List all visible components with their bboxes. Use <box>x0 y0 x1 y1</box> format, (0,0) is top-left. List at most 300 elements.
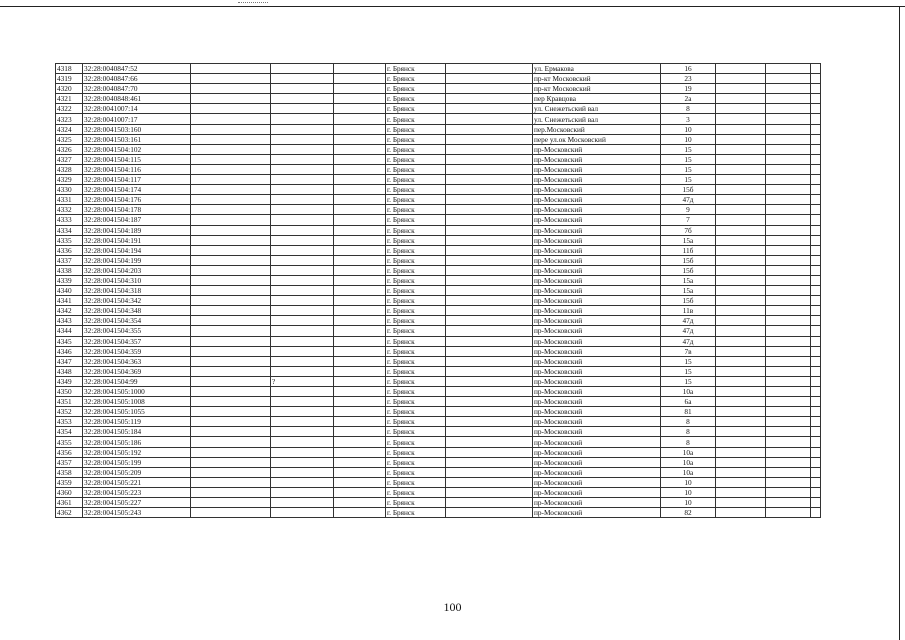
table-row <box>56 336 821 346</box>
cadastral-number: 32:28:0041504:318 <box>83 286 191 296</box>
house-number: 7в <box>661 346 716 356</box>
empty-cell <box>334 114 386 124</box>
street: пр-Московский <box>533 154 661 164</box>
table-row <box>56 477 821 487</box>
house-number: 10 <box>661 498 716 508</box>
empty-cell <box>271 286 334 296</box>
table-row <box>56 64 821 74</box>
row-number: 4326 <box>56 144 83 154</box>
empty-cell <box>811 447 821 457</box>
empty-cell <box>446 306 533 316</box>
empty-cell <box>271 306 334 316</box>
city: г. Брянск <box>386 356 446 366</box>
empty-cell <box>716 235 766 245</box>
cadastral-number: 32:28:0041504:359 <box>83 346 191 356</box>
empty-cell <box>766 376 811 386</box>
table-row <box>56 417 821 427</box>
empty-cell <box>191 175 271 185</box>
empty-cell <box>446 134 533 144</box>
empty-cell <box>811 437 821 447</box>
row-number: 4352 <box>56 407 83 417</box>
empty-cell <box>271 427 334 437</box>
empty-cell <box>334 296 386 306</box>
cadastral-number: 32:28:0041505:209 <box>83 467 191 477</box>
empty-cell <box>446 144 533 154</box>
row-number: 4346 <box>56 346 83 356</box>
cadastral-number: 32:28:0041504:189 <box>83 225 191 235</box>
empty-cell <box>334 235 386 245</box>
house-number: 3 <box>661 114 716 124</box>
street: пр-Московский <box>533 195 661 205</box>
empty-cell <box>766 215 811 225</box>
empty-cell <box>334 275 386 285</box>
empty-cell <box>716 467 766 477</box>
house-number: 15а <box>661 275 716 285</box>
row-number: 4333 <box>56 215 83 225</box>
street: пр-Московский <box>533 175 661 185</box>
empty-cell <box>271 356 334 366</box>
cadastral-number: 32:28:0041505:199 <box>83 457 191 467</box>
table-row <box>56 265 821 275</box>
row-number: 4323 <box>56 114 83 124</box>
empty-cell <box>191 296 271 306</box>
table-row <box>56 275 821 285</box>
empty-cell <box>446 104 533 114</box>
empty-cell <box>446 417 533 427</box>
cadastral-number: 32:28:0041504:194 <box>83 245 191 255</box>
empty-cell <box>271 245 334 255</box>
cadastral-number: 32:28:0041504:342 <box>83 296 191 306</box>
empty-cell <box>191 94 271 104</box>
row-number: 4335 <box>56 235 83 245</box>
table-row <box>56 185 821 195</box>
street: пр-Московский <box>533 366 661 376</box>
empty-cell <box>766 457 811 467</box>
empty-cell <box>811 477 821 487</box>
house-number: 15 <box>661 366 716 376</box>
empty-cell <box>334 306 386 316</box>
street: пр-Московский <box>533 356 661 366</box>
cadastral-number: 32:28:0041504:174 <box>83 185 191 195</box>
row-number: 4329 <box>56 175 83 185</box>
empty-cell <box>766 447 811 457</box>
empty-cell <box>271 407 334 417</box>
empty-cell <box>271 195 334 205</box>
house-number: 15 <box>661 164 716 174</box>
table-row <box>56 286 821 296</box>
empty-cell <box>446 437 533 447</box>
empty-cell <box>766 275 811 285</box>
street: пр-Московский <box>533 215 661 225</box>
empty-cell <box>811 306 821 316</box>
empty-cell <box>334 356 386 366</box>
empty-cell <box>191 235 271 245</box>
cadastral-number: 32:28:0041505:186 <box>83 437 191 447</box>
empty-cell <box>766 356 811 366</box>
table-row <box>56 366 821 376</box>
house-number: 10 <box>661 134 716 144</box>
city: г. Брянск <box>386 114 446 124</box>
table-row <box>56 94 821 104</box>
cadastral-number: 32:28:0041504:191 <box>83 235 191 245</box>
empty-cell <box>271 154 334 164</box>
house-number: 19 <box>661 84 716 94</box>
street: ул. Ермакова <box>533 64 661 74</box>
empty-cell <box>271 467 334 477</box>
city: г. Брянск <box>386 366 446 376</box>
table-row <box>56 235 821 245</box>
row-number: 4348 <box>56 366 83 376</box>
cadastral-number: 32:28:0041503:160 <box>83 124 191 134</box>
house-number: 7 <box>661 215 716 225</box>
street: пр-Московский <box>533 376 661 386</box>
registry-table <box>55 63 821 518</box>
empty-cell <box>334 407 386 417</box>
empty-cell <box>191 376 271 386</box>
house-number: 2а <box>661 94 716 104</box>
cadastral-number: 32:28:0041504:178 <box>83 205 191 215</box>
empty-cell <box>446 235 533 245</box>
empty-cell <box>271 255 334 265</box>
empty-cell <box>271 508 334 518</box>
row-number: 4342 <box>56 306 83 316</box>
empty-cell <box>271 487 334 497</box>
empty-cell <box>716 407 766 417</box>
empty-cell <box>191 265 271 275</box>
city: г. Брянск <box>386 326 446 336</box>
empty-cell <box>334 487 386 497</box>
house-number: 15б <box>661 185 716 195</box>
empty-cell <box>271 447 334 457</box>
street: пер Кравцова <box>533 94 661 104</box>
empty-cell <box>271 84 334 94</box>
empty-cell <box>716 326 766 336</box>
empty-cell <box>271 437 334 447</box>
empty-cell <box>716 296 766 306</box>
city: г. Брянск <box>386 245 446 255</box>
empty-cell <box>334 225 386 235</box>
table-row <box>56 498 821 508</box>
empty-cell <box>446 467 533 477</box>
empty-cell <box>446 447 533 457</box>
house-number: 8 <box>661 427 716 437</box>
empty-cell <box>446 427 533 437</box>
empty-cell <box>334 104 386 114</box>
empty-cell <box>334 94 386 104</box>
empty-cell <box>766 296 811 306</box>
house-number: 10 <box>661 124 716 134</box>
table-row <box>56 195 821 205</box>
cadastral-number: 32:28:0040848:461 <box>83 94 191 104</box>
empty-cell <box>716 336 766 346</box>
empty-cell <box>271 114 334 124</box>
empty-cell <box>191 114 271 124</box>
row-number: 4347 <box>56 356 83 366</box>
empty-cell <box>334 74 386 84</box>
street: пр-Московский <box>533 326 661 336</box>
empty-cell <box>446 185 533 195</box>
table-row <box>56 74 821 84</box>
empty-cell <box>716 387 766 397</box>
empty-cell <box>271 225 334 235</box>
empty-cell <box>334 397 386 407</box>
city: г. Брянск <box>386 144 446 154</box>
cadastral-number: 32:28:0041504:203 <box>83 265 191 275</box>
empty-cell <box>191 407 271 417</box>
house-number: 47д <box>661 326 716 336</box>
empty-cell <box>446 286 533 296</box>
empty-cell <box>766 387 811 397</box>
street: пр-Московский <box>533 235 661 245</box>
city: г. Брянск <box>386 346 446 356</box>
row-number: 4355 <box>56 437 83 447</box>
row-number: 4319 <box>56 74 83 84</box>
row-number: 4345 <box>56 336 83 346</box>
house-number: 15 <box>661 356 716 366</box>
stray-mark: ? <box>271 376 334 386</box>
empty-cell <box>811 346 821 356</box>
empty-cell <box>811 164 821 174</box>
empty-cell <box>334 457 386 467</box>
house-number: 15 <box>661 376 716 386</box>
empty-cell <box>811 467 821 477</box>
house-number: 15б <box>661 265 716 275</box>
city: г. Брянск <box>386 306 446 316</box>
empty-cell <box>271 164 334 174</box>
cadastral-number: 32:28:0041504:99 <box>83 376 191 386</box>
city: г. Брянск <box>386 215 446 225</box>
city: г. Брянск <box>386 397 446 407</box>
empty-cell <box>191 387 271 397</box>
row-number: 4351 <box>56 397 83 407</box>
empty-cell <box>766 185 811 195</box>
table-row <box>56 84 821 94</box>
empty-cell <box>191 457 271 467</box>
empty-cell <box>334 195 386 205</box>
empty-cell <box>191 104 271 114</box>
row-number: 4349 <box>56 376 83 386</box>
street: пр-Московский <box>533 286 661 296</box>
row-number: 4330 <box>56 185 83 195</box>
empty-cell <box>334 316 386 326</box>
empty-cell <box>334 64 386 74</box>
street: пр-Московский <box>533 457 661 467</box>
empty-cell <box>811 457 821 467</box>
empty-cell <box>334 245 386 255</box>
empty-cell <box>446 508 533 518</box>
empty-cell <box>766 336 811 346</box>
empty-cell <box>446 397 533 407</box>
empty-cell <box>716 124 766 134</box>
empty-cell <box>446 154 533 164</box>
city: г. Брянск <box>386 417 446 427</box>
empty-cell <box>446 316 533 326</box>
house-number: 81 <box>661 407 716 417</box>
empty-cell <box>766 477 811 487</box>
empty-cell <box>271 275 334 285</box>
empty-cell <box>446 205 533 215</box>
street: ул. Снежетьский вал <box>533 104 661 114</box>
street: пр-Московский <box>533 245 661 255</box>
cadastral-number: 32:28:0041504:354 <box>83 316 191 326</box>
city: г. Брянск <box>386 508 446 518</box>
house-number: 7б <box>661 225 716 235</box>
empty-cell <box>716 94 766 104</box>
empty-cell <box>811 235 821 245</box>
empty-cell <box>811 114 821 124</box>
empty-cell <box>446 124 533 134</box>
cadastral-number: 32:28:0041504:187 <box>83 215 191 225</box>
empty-cell <box>271 185 334 195</box>
street: пере ул.ок Московский <box>533 134 661 144</box>
empty-cell <box>271 477 334 487</box>
house-number: 82 <box>661 508 716 518</box>
empty-cell <box>334 387 386 397</box>
row-number: 4338 <box>56 265 83 275</box>
empty-cell <box>811 487 821 497</box>
cadastral-number: 32:28:0040847:52 <box>83 64 191 74</box>
page-number: 100 <box>443 600 462 614</box>
empty-cell <box>446 366 533 376</box>
empty-cell <box>271 74 334 84</box>
street: пер.Московский <box>533 124 661 134</box>
empty-cell <box>811 84 821 94</box>
city: г. Брянск <box>386 64 446 74</box>
street: пр-Московский <box>533 467 661 477</box>
empty-cell <box>811 326 821 336</box>
empty-cell <box>271 144 334 154</box>
cadastral-number: 32:28:0041505:221 <box>83 477 191 487</box>
city: г. Брянск <box>386 498 446 508</box>
cadastral-number: 32:28:0041505:243 <box>83 508 191 518</box>
city: г. Брянск <box>386 205 446 215</box>
cadastral-number: 32:28:0040847:70 <box>83 84 191 94</box>
cadastral-number: 32:28:0040847:66 <box>83 74 191 84</box>
empty-cell <box>191 164 271 174</box>
empty-cell <box>446 457 533 467</box>
empty-cell <box>191 144 271 154</box>
page-top-border <box>0 6 905 7</box>
house-number: 10а <box>661 467 716 477</box>
empty-cell <box>271 175 334 185</box>
table-row <box>56 376 821 386</box>
empty-cell <box>716 376 766 386</box>
empty-cell <box>334 417 386 427</box>
empty-cell <box>766 265 811 275</box>
house-number: 8 <box>661 104 716 114</box>
empty-cell <box>766 487 811 497</box>
city: г. Брянск <box>386 275 446 285</box>
house-number: 11в <box>661 306 716 316</box>
cadastral-number: 32:28:0041504:310 <box>83 275 191 285</box>
empty-cell <box>271 134 334 144</box>
empty-cell <box>191 124 271 134</box>
city: г. Брянск <box>386 457 446 467</box>
empty-cell <box>191 326 271 336</box>
empty-cell <box>446 175 533 185</box>
empty-cell <box>334 185 386 195</box>
empty-cell <box>766 205 811 215</box>
empty-cell <box>191 508 271 518</box>
empty-cell <box>716 104 766 114</box>
street: пр-Московский <box>533 205 661 215</box>
empty-cell <box>716 498 766 508</box>
empty-cell <box>334 447 386 457</box>
empty-cell <box>334 215 386 225</box>
empty-cell <box>334 124 386 134</box>
empty-cell <box>766 225 811 235</box>
empty-cell <box>766 114 811 124</box>
empty-cell <box>811 175 821 185</box>
empty-cell <box>446 245 533 255</box>
house-number: 8 <box>661 437 716 447</box>
empty-cell <box>811 255 821 265</box>
empty-cell <box>811 154 821 164</box>
empty-cell <box>716 84 766 94</box>
empty-cell <box>191 366 271 376</box>
row-number: 4344 <box>56 326 83 336</box>
row-number: 4321 <box>56 94 83 104</box>
city: г. Брянск <box>386 74 446 84</box>
empty-cell <box>811 316 821 326</box>
empty-cell <box>334 286 386 296</box>
house-number: 15а <box>661 286 716 296</box>
street: пр-кт Московский <box>533 74 661 84</box>
empty-cell <box>191 437 271 447</box>
empty-cell <box>811 205 821 215</box>
house-number: 10а <box>661 447 716 457</box>
empty-cell <box>191 427 271 437</box>
empty-cell <box>446 265 533 275</box>
table-row <box>56 164 821 174</box>
empty-cell <box>191 498 271 508</box>
street: пр-Московский <box>533 437 661 447</box>
empty-cell <box>811 195 821 205</box>
row-number: 4361 <box>56 498 83 508</box>
empty-cell <box>716 457 766 467</box>
empty-cell <box>716 255 766 265</box>
empty-cell <box>811 104 821 114</box>
empty-cell <box>191 215 271 225</box>
empty-cell <box>191 245 271 255</box>
empty-cell <box>716 205 766 215</box>
empty-cell <box>811 215 821 225</box>
empty-cell <box>446 64 533 74</box>
empty-cell <box>446 356 533 366</box>
empty-cell <box>766 366 811 376</box>
row-number: 4358 <box>56 467 83 477</box>
table-row <box>56 437 821 447</box>
row-number: 4362 <box>56 508 83 518</box>
empty-cell <box>334 84 386 94</box>
empty-cell <box>446 215 533 225</box>
cadastral-number: 32:28:0041007:17 <box>83 114 191 124</box>
empty-cell <box>766 94 811 104</box>
street: пр-Московский <box>533 417 661 427</box>
table-row <box>56 467 821 477</box>
empty-cell <box>716 144 766 154</box>
cadastral-number: 32:28:0041504:176 <box>83 195 191 205</box>
empty-cell <box>446 74 533 84</box>
city: г. Брянск <box>386 265 446 275</box>
empty-cell <box>716 306 766 316</box>
empty-cell <box>271 346 334 356</box>
empty-cell <box>766 164 811 174</box>
table-row <box>56 225 821 235</box>
row-number: 4354 <box>56 427 83 437</box>
empty-cell <box>446 296 533 306</box>
street: пр-Московский <box>533 508 661 518</box>
